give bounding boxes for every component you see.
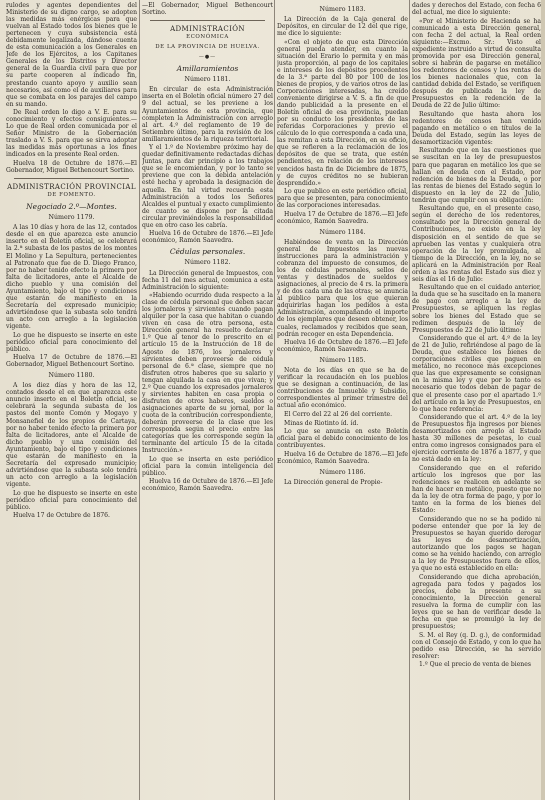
paragraph: Huelva 17 de Octubre de 1876. [13, 512, 110, 520]
paragraph: Resultando que hasta ahora los redentores de censos han venido pagando en metálico o en títulos de la Deuda del Estado, según las leyes de desamortización vigentes: [412, 110, 541, 146]
paragraph: Considerando que el art. 4.º de la ley de 21 de Julio, refiriéndose al pago de la Deuda, que establece los bienes de corporaciones civiles que paguen en metálico, no reconoce más excepciones que las que expresamente se consignan en la misma ley y que por lo tanto es necesario que todos deban de pagar de que el presente caso por el apartado 1.º del artículo en la ley de Presupuestos, en lo que hace referencia: [412, 335, 541, 413]
paragraph: «Por el Ministerio de Hacienda se ha comunicado a esta Dirección general, con fecha 2 del actual, la Real orden siguiente:—Excmo. Sr.: Visto el expediente instruido a virtud de consulta promovida por esa Dirección general, sobre si habrán de pagarse en metálico los redentores de censos y los rentas de los bienes nacionales que, con la cantidad debida del Estado, se verifiquen después de publicada la ley de Presupuestos en la redención de la Deuda de 22 de Julio último: [412, 17, 541, 110]
separator-rule [150, 20, 265, 21]
section-heading: Negociado 2.º—Montes. [26, 202, 117, 212]
paragraph: La Dirección general de Impuestos, con fecha 11 del mes actual, comunica a esta Administración lo siguiente: [142, 269, 273, 291]
paragraph: Huelva 16 de Octubre de 1876.—El Jefe económico, Ramón Saavedra. [142, 478, 273, 493]
paragraph: Resultando que en las cuestiones que se suscitan en la ley de presupuestos para que pagaran en metálico los que se hallan en deuda con el Estado, por redención de bienes de la Deuda, o por las rentas de bienes del Estado según lo dispuesto en la ley de 22 de Julio, tendrán que cumplir con su obligación: [412, 147, 541, 204]
administration-subheading: DE FOMENTO. [47, 192, 96, 199]
paragraph: Habiéndose de venta en la Dirección general de Impuestos las nuevas instrucciones para la administración y cobranza del impuesto de consumos, de los de cédulas personales, sellos de ventas y destinados de sueldos y asignaciones, al precio de 4 rs. la primera y de dos cada una de las otras; se anuncia al público para que los que quieran adquirirlas hagan los pedidos a esta Administración, acompañando el importe de los ejemplares que deseen obtener, los cuales, reclamados y recibidos que sean, podrán recoger en esta Dependencia. [277, 238, 408, 338]
paragraph: Lo que publico en este periódico oficial, para que se presenten, para conocimiento de las corporaciones interesadas. [277, 188, 408, 210]
paragraph: Considerando que en el referido artículo los ingresos que por las redenciones se realicen en adelante se han de hacer en metálico, puesto que no da la ley de otra forma de pago, y por lo tanto en la forma de los bienes del Estado: [412, 465, 541, 515]
notice-number: Número 1185. [319, 357, 366, 365]
paragraph: S. M. el Rey (q. D. g.), de conformidad con el Consejo de Estado, y con lo que ha pedido esa Dirección, se ha servido resolver: [412, 631, 541, 660]
paragraph: Resultando que, en el presente caso, según el derecho de los redentores, consultado por la Dirección general de Contribuciones, no existe en la ley disposición en el sentido de que se aprueben las ventas y cualquiera otra operación de la ley promulgada, al tiempo de la Dirección, en la ley, no se aplicará en la Administración por Real orden a las rentas del Estado sus diez y seis días el 16 de Julio: [412, 205, 541, 283]
notice-number: Número 1186. [319, 468, 366, 476]
paragraph: Considerando que no se ha podido ni poderse entender que por la ley de Presupuestos se hayan querido derogar las leyes de desamortización, autorizando que los pagos se hagan como se ha venido haciendo, con arreglo a la ley de Presupuestos fuera de ellos, ya que no está establecido en ella: [412, 515, 541, 573]
paragraph: «Con el objeto de que esta Dirección general pueda atender, en cuanto la situación del Erario lo permita y en más justa proporción, al pago de los capitales e intereses de los depósitos procedentes de la 3.ª parte del 80 por 100 de los bienes de propios, y de varios otros de las Corporaciones interesadas, ha creído conveniente dirigirse a V. S. a fin de que dando publicidad a la presente en el Boletín oficial de esa provincia, puedan por su conducto los presidentes de las referidas Corporaciones y previo el cálculo de lo que corresponda a cada una, las remitan a esta Dirección, en su oficio, que se refieren a la reclamación de los depósitos de que se trata, que estén pendientes, en relación de los intereses vencidos hasta fin de Diciembre de 1875, y de cuyos créditos no se hubieran desprendido.» [277, 38, 408, 187]
notice-number: Número 1184. [319, 228, 366, 236]
paragraph: Lo que he dispuesto se inserte en este periódico oficial para conocimiento del público. [6, 489, 137, 511]
paragraph: Y el 1.º de Noviembre próximo hay de quedar definitivamente redactadas dichas Juntas, para dar principio a los trabajos que se le encomiendan, y por lo tanto se previene que con la debida antelación esté hecha y aprobada la designación de aquella. En tal virtud recuerda esta Administración a todos los Señores Alcaldes el puntual y exacto cumplimiento de cuanto se dispone por la citada circular previniéndoles la responsabilidad que en otro caso les cabría. [142, 144, 273, 229]
text-column-4 [412, 2, 541, 800]
administration-subheading: ECONÓMICA [186, 34, 229, 41]
paragraph: A los diez días y hora de las 12, contados desde el en que aparezca este anuncio inserto en el Boletín oficial, se celebrará la segunda subasta de los pastos del monte Comón y Mogayo y Monsanefiel de los propios de Cartaya, por no haber tenido efecto la primera por falta de licitadores, ante el Alcalde de dicho pueblo y una comisión del Ayuntamiento, bajo el tipo y condiciones que estarán de manifiesto en la Secretaría del expresado municipio; advirtiéndose que la subasta solo tendrá un acto con arreglo a la legislación vigente. [6, 382, 137, 488]
notice-number: Número 1179. [48, 214, 95, 222]
paragraph: Huelva 17 de Octubre de 1876.—El Gobernador, Miguel Bethencourt Sortino. [6, 354, 137, 369]
notice-number: Número 1182. [184, 259, 231, 267]
notice-number: Número 1183. [319, 6, 366, 13]
paragraph: Nota de los días en que se ha de verificar la recaudación en los pueblos que se designan a continuación, de las contribuciones de Inmueble y Subsidio, correspondientes al primer trimestre del actual año económico. [277, 367, 408, 410]
text-column-3 [277, 2, 408, 800]
administration-heading: ADMINISTRACIÓN PROVINCIAL [7, 183, 136, 192]
text-column-2 [142, 2, 273, 800]
paragraph: El Cerro del 22 al 26 del corriente. [284, 411, 393, 419]
section-heading: Cédulas personales. [169, 247, 246, 257]
notice-number: Número 1180. [48, 372, 95, 380]
paragraph: —El Gobernador, Miguel Bethencourt Sortino. [142, 2, 273, 17]
notice-number: Número 1181. [184, 76, 231, 84]
paragraph: Lo que se anuncia en este Boletín oficial para el debido conocimiento de los contribuyentes. [277, 428, 408, 450]
paragraph: dades y derechos del Estado, con fecha 6 del actual, me dice lo siguiente: [412, 2, 541, 17]
paragraph: Huelva 16 de Octubre de 1876.—El Jefe económico, Ramón Saavedra. [142, 230, 273, 245]
paragraph: Huelva 18 de Octubre de 1876.—El Gobernador, Miguel Bethencourt Sortino. [6, 160, 137, 175]
paragraph: Huelva 16 de Octubre de 1876.—El Jefe económico, Ramón Saavedra. [277, 339, 408, 354]
paragraph: «Habiendo ocurrido duda respecto a la clase de cédula personal que deben sacar los jornaleros y sirvientes cuando pagan alquiler por la casa que habitan o cuando viven en casa de otra persona, esta Dirección general ha resuelto declarar: 1.º Que al tenor de lo prescrito en el artículo 15 de la Instrucción de 18 de Agosto de 1876, los jornaleros y sirvientes deben proveerse de cédula personal de 6.ª clase, siempre que no disfruten otros haberes que su salario y tengan alquilada la casa en que vivan; y 2.º Que cuando los expresados jornaleros y sirvientes habiten en casa propia o disfruten de otros haberes, sueldos o asignaciones aparte de su jornal, por la cuota de la contribución correspondiente, deberán proveerse de la clase que les corresponda según el precio entre las categorías que les corresponde según la terminante del artículo 15 de la citada Instrucción.» [142, 292, 273, 455]
column-divider [274, 0, 275, 800]
paragraph: Huelva 17 de Octubre de 1876.—El Jefe económico, Ramón Saavedra. [277, 210, 408, 225]
paragraph: Considerando que el art. 4.º de la ley de Presupuestos fija ingresos por bienes desamortizados con arreglo al Estado hasta 30 millones de pesetas, lo cual entra como ingresos consignados para el ejercicio corriente de 1876 a 1877, y que no está dado en la ley: [412, 414, 541, 464]
text-column-1 [6, 2, 137, 800]
paragraph: En circular de esta Administración inserta en el Boletín oficial número 27 del 9 del actual, se les previene a los Ayuntamientos de esta provincia, que completen la Administración con arreglo al art. 4.º del reglamento de 19 de Setiembre último, para la revisión de los amillaramientos de la riqueza territorial. [142, 86, 273, 143]
paragraph: rulodes y agentes dependientes del Ministerio de su digno cargo, se adopten las medidas más enérgicas para que vuelvan al Estado todos los bienes que le pertenecen y cuya subsistencia está debidamente legalizada, dándose cuenta de esta comunicación a los Generales en Jefe de los Ejércitos, a los Capitanes Generales de los Distritos y Director general de la Guardia civil para que por su parte cooperen al indicado fin, prestando cuanto apoyo y auxilio sean necesarios, así como el de auxiliares para que se combata en los parajes del campo en su mando. [6, 2, 137, 108]
column-divider [139, 0, 140, 800]
paragraph: La Dirección de la Caja general de Depósitos, en circular de 12 del que rige, me dice lo siguiente: [277, 16, 408, 38]
paragraph: Resultando que en el cuidado anterior, la duda que se ha suscitado en la manera de pago con arreglo a la ley de Presupuestos, se apliquen las reglas sobre los bienes del Estado que se redimen después de la ley de Presupuestos de 22 de Julio último: [412, 284, 541, 334]
paragraph: Lo que he dispuesto se inserte en este periódico oficial para conocimiento del público. [6, 331, 137, 353]
page-edge [541, 0, 545, 800]
column-divider [409, 0, 410, 800]
paragraph: Considerando que dicha aprobación, agregada para todos y pagados los precios, debe la presente a su conocimiento, la Dirección general resuelva la forma de cumplir con las leyes que se han de verificar desde la fecha en que se promulgó la ley de presupuestos; [412, 573, 541, 631]
administration-heading: ADMINISTRACIÓN [170, 25, 245, 34]
section-heading: Amillaramientos [176, 64, 239, 74]
administration-subheading: DE LA PROVINCIA DE HUELVA. [155, 44, 260, 51]
separator-rule [14, 178, 129, 179]
paragraph: 1.º Que el precio de venta de bienes [419, 661, 531, 669]
paragraph: De Real orden lo digo a V. E. para su conocimiento y efectos consiguientes.—Lo que de Real orden comunicada por el Señor Ministro de la Gobernación traslado a V. S. para que se sirva adoptar las medidas más oportunas a los fines indicados en la presente Real orden. [6, 109, 137, 159]
ornament-dash: —●— [198, 54, 217, 61]
paragraph: Minas de Riotinto íd. íd. [284, 419, 359, 427]
paragraph: Huelva 16 de Octubre de 1876.—El Jefe Económico, Ramón Saavedra. [277, 450, 408, 465]
paragraph: Lo que se inserta en este periódico oficial para la común inteligencia del público. [142, 455, 273, 477]
paragraph: La Dirección general de Propie- [284, 478, 383, 486]
paragraph: A las 10 días y hora de las 12, contados desde el en que aparezca este anuncio inserto en el Boletín oficial, se celebrará la 2.ª subasta de los pastos de los montes El Molino y La Sepultura, pertenecientes al Patronato que fue de D. Diego Franco, por no haber tenido efecto la primera por falta de licitadores, ante el Alcalde de dicho pueblo y una comisión del Ayuntamiento, bajo el tipo y condiciones que estarán de manifiesto en la Secretaría del expresado municipio; advirtiéndose que la subasta solo tendrá un acto con arreglo a la legislación vigente. [6, 224, 137, 330]
